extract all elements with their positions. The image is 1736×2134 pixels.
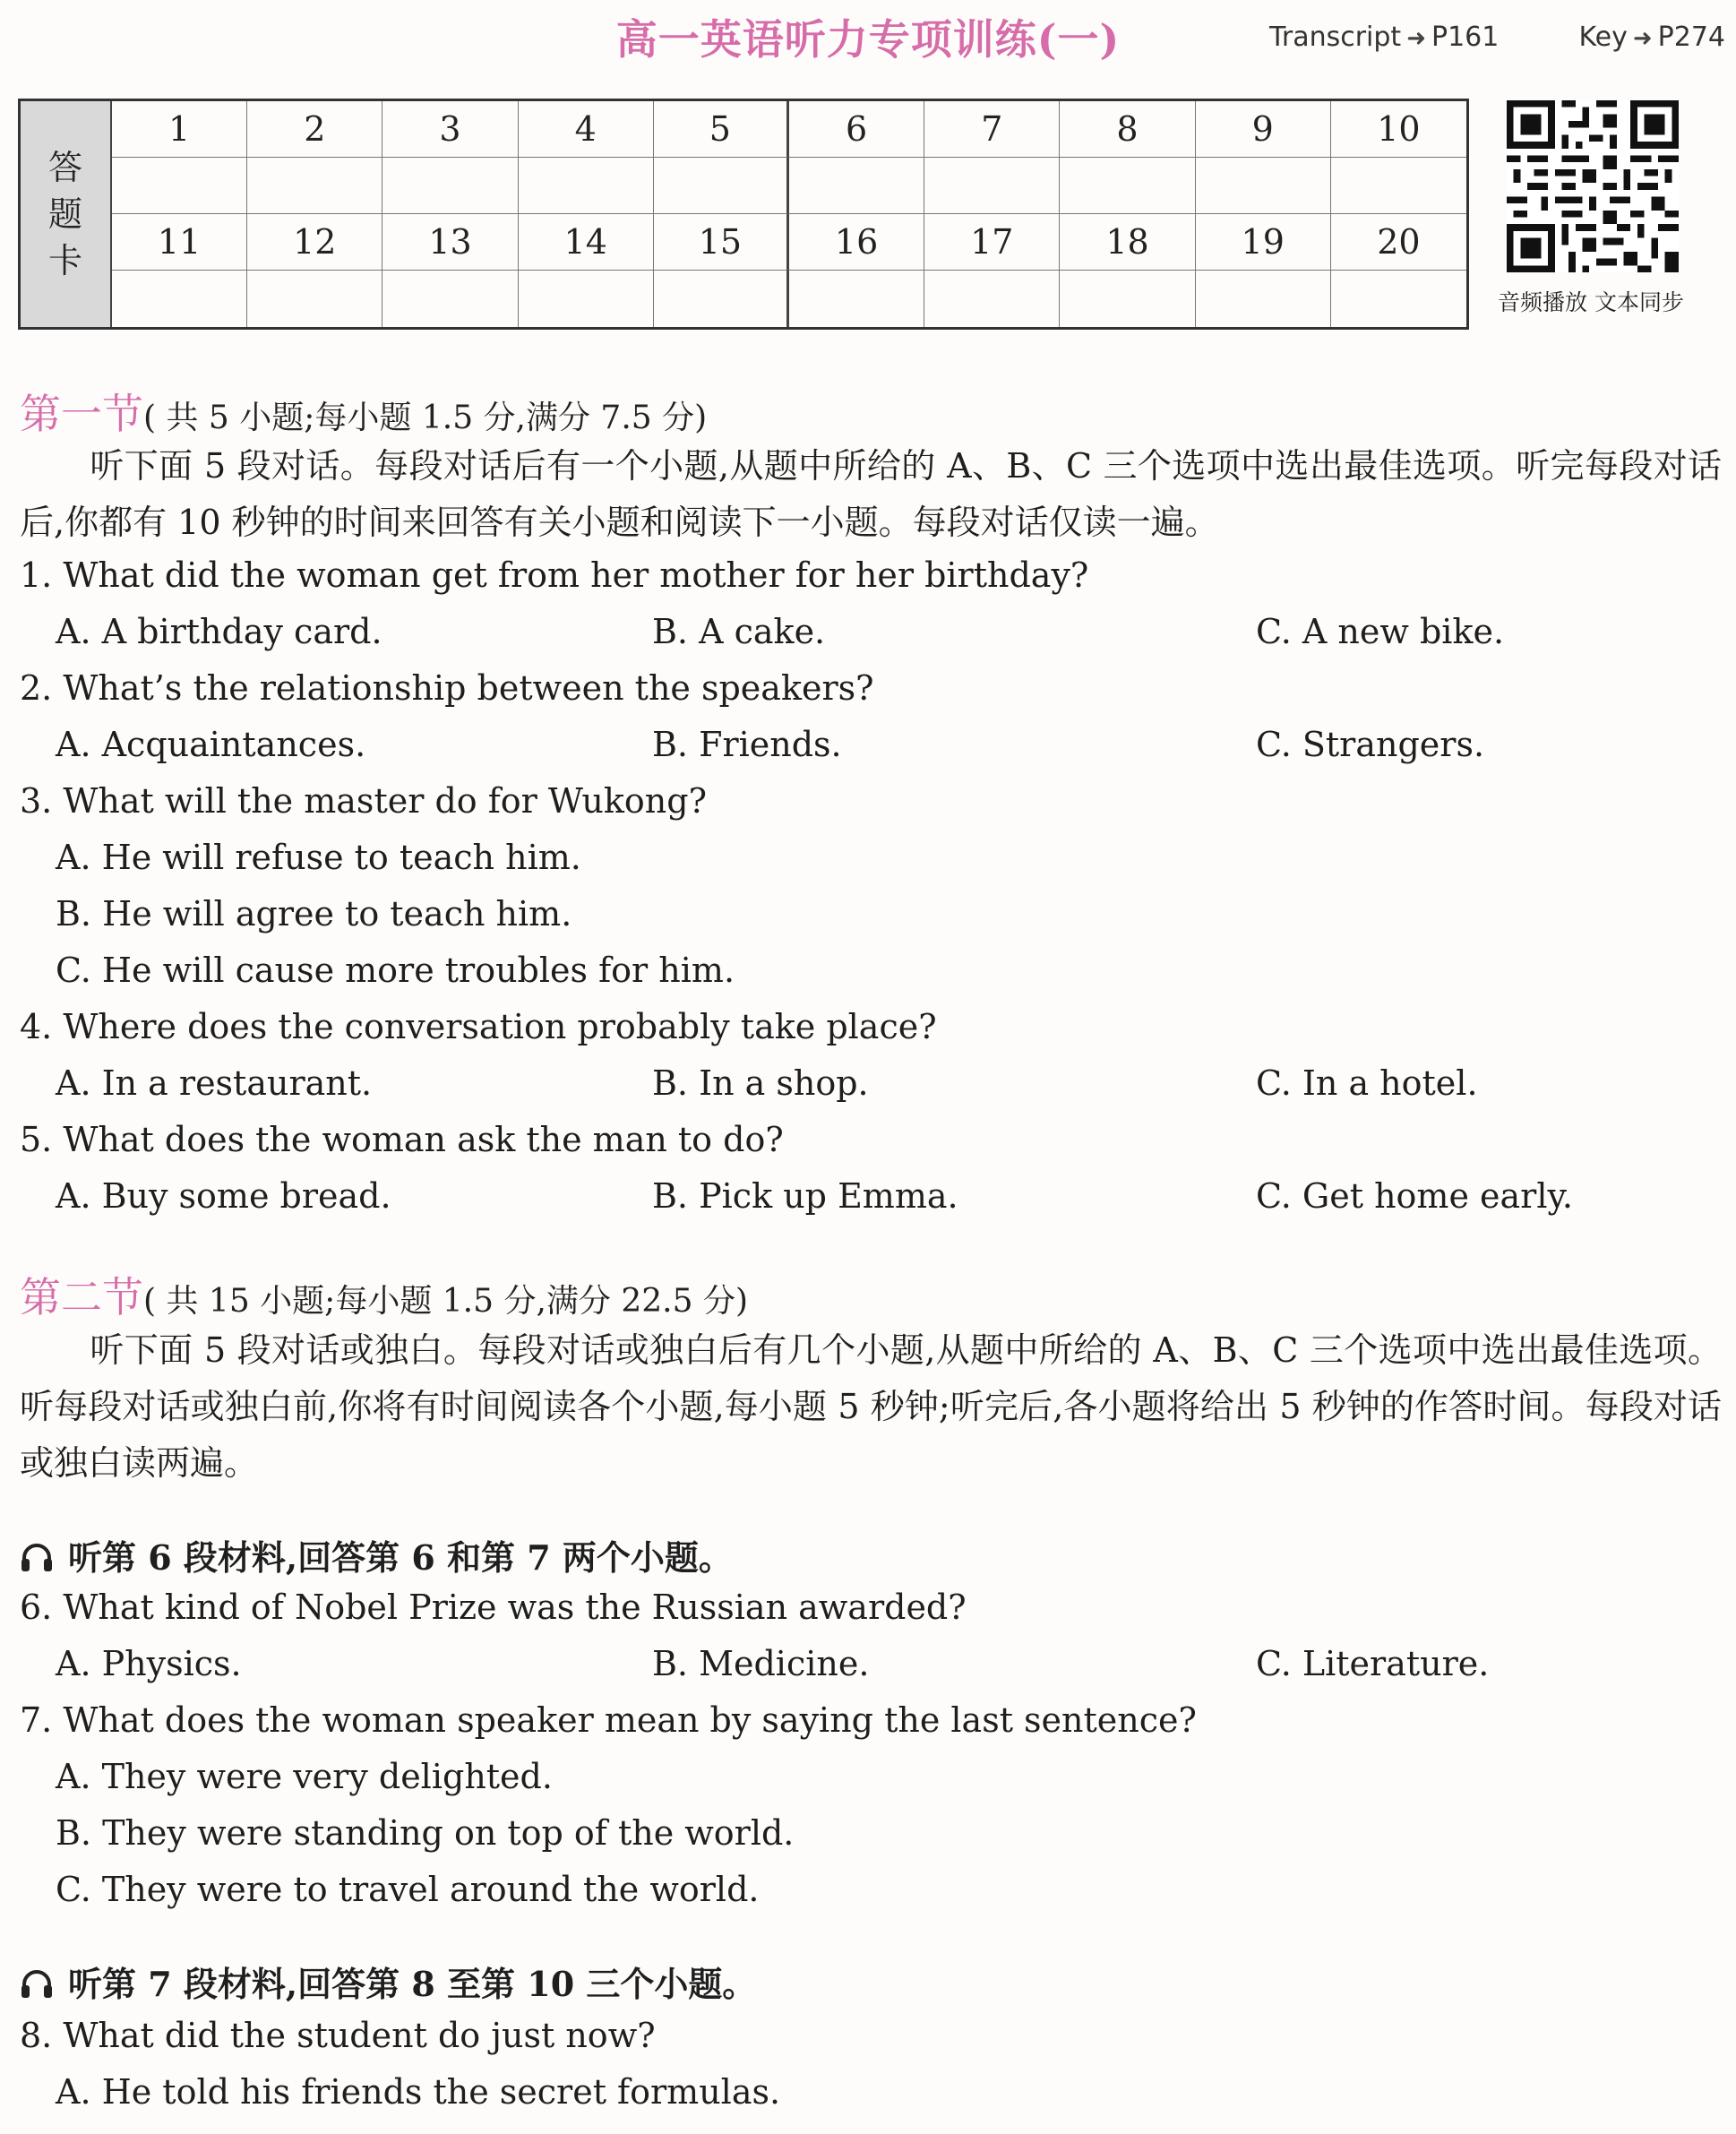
answer-box[interactable] xyxy=(924,158,1060,214)
question-number: 2 xyxy=(247,101,382,158)
answer-box[interactable] xyxy=(247,158,382,214)
section-2-instructions: 听下面 5 段对话或独白。每段对话或独白后有几个小题,从题中所给的 A、B、C 三个选项中选出最佳选项。听每段对话或独白前,你将有时间阅读各个小题,每小题 5 秒钟;听完后,各小题将给出 5 秒钟的作答时间。每段对话或独白读两遍。 xyxy=(20,1330,1722,1483)
section-1-instructions: 听下面 5 段对话。每段对话后有一个小题,从题中所给的 A、B、C 三个选项中选出最佳选项。听完每段对话后,你都有 10 秒钟的时间来回答有关小题和阅读下一小题。每段对话仅读一遍。 xyxy=(20,446,1722,542)
page-references xyxy=(1269,22,1725,53)
option-c[interactable]: C. A new bike. xyxy=(1256,612,1505,651)
option-b[interactable]: B. A cake. xyxy=(652,612,826,651)
answer-card xyxy=(18,99,1469,330)
option-b[interactable]: B. Medicine. xyxy=(652,1644,870,1683)
answer-box[interactable] xyxy=(1331,271,1466,327)
answer-box[interactable] xyxy=(654,158,789,214)
section-2-title: 第二节 xyxy=(20,1273,143,1321)
section-2-note: ( 共 15 小题;每小题 1.5 分,满分 22.5 分) xyxy=(143,1283,748,1320)
question-6-stem: 6. What kind of Nobel Prize was the Russian awarded? xyxy=(20,1588,967,1627)
option-a[interactable]: A. Acquaintances. xyxy=(56,725,366,764)
transcript-label: Transcript xyxy=(1268,22,1402,53)
question-number: 16 xyxy=(789,214,924,271)
answer-box[interactable] xyxy=(1196,158,1331,214)
option-b[interactable]: B. He will agree to teach him. xyxy=(56,894,572,934)
question-8-stem: 8. What did the student do just now? xyxy=(20,2016,656,2055)
answer-box[interactable] xyxy=(519,158,654,214)
option-a[interactable]: A. He will refuse to teach him. xyxy=(56,838,581,877)
question-number: 19 xyxy=(1196,214,1331,271)
option-a[interactable]: A. A birthday card. xyxy=(56,612,382,651)
answer-grid xyxy=(112,101,1466,327)
headphones-icon xyxy=(20,1967,54,2000)
question-number: 7 xyxy=(924,101,1060,158)
option-c[interactable]: C. Literature. xyxy=(1256,1644,1490,1683)
question-number: 12 xyxy=(247,214,382,271)
question-number: 8 xyxy=(1060,101,1195,158)
answer-box[interactable] xyxy=(1196,271,1331,327)
answer-box[interactable] xyxy=(112,271,247,327)
transcript-page: P161 xyxy=(1431,22,1500,53)
answer-box[interactable] xyxy=(1060,271,1195,327)
material-6-heading: 听第 6 段材料,回答第 6 和第 7 两个小题。 xyxy=(20,1530,733,1579)
answer-box[interactable] xyxy=(654,271,789,327)
question-number: 3 xyxy=(382,101,518,158)
answer-box[interactable] xyxy=(1060,158,1195,214)
option-a[interactable]: A. In a restaurant. xyxy=(56,1063,373,1103)
answer-box[interactable] xyxy=(789,271,924,327)
headphones-icon xyxy=(20,1541,54,1573)
answer-box[interactable] xyxy=(924,271,1060,327)
arrow-right-icon: ➜ xyxy=(1406,25,1426,52)
option-b[interactable]: B. Pick up Emma. xyxy=(652,1176,958,1216)
question-5-stem: 5. What does the woman ask the man to do? xyxy=(20,1120,784,1159)
qr-code-icon[interactable] xyxy=(1507,100,1679,272)
option-b[interactable]: B. Friends. xyxy=(652,725,842,764)
option-b[interactable]: B. They were standing on top of the world. xyxy=(56,1813,795,1853)
option-c[interactable]: C. They were to travel around the world. xyxy=(56,1870,760,1909)
answer-box[interactable] xyxy=(519,271,654,327)
question-number: 9 xyxy=(1196,101,1331,158)
answer-box[interactable] xyxy=(247,271,382,327)
qr-caption: 音频播放 文本同步 xyxy=(1498,289,1684,315)
question-number: 6 xyxy=(789,101,924,158)
arrow-right-icon: ➜ xyxy=(1632,25,1653,52)
answer-box[interactable] xyxy=(382,271,518,327)
page-title: 高一英语听力专项训练(一) xyxy=(615,15,1121,64)
question-number: 18 xyxy=(1060,214,1195,271)
question-1-stem: 1. What did the woman get from her mother for her birthday? xyxy=(20,555,1089,595)
option-c[interactable]: C. Strangers. xyxy=(1256,725,1485,764)
answer-box[interactable] xyxy=(112,158,247,214)
option-c[interactable]: C. In a hotel. xyxy=(1256,1063,1478,1103)
question-7-stem: 7. What does the woman speaker mean by saying the last sentence? xyxy=(20,1700,1197,1740)
key-label: Key xyxy=(1578,22,1628,53)
question-4-stem: 4. Where does the conversation probably take place? xyxy=(20,1007,937,1046)
question-3-stem: 3. What will the master do for Wukong? xyxy=(20,781,707,821)
question-number: 15 xyxy=(654,214,789,271)
option-c[interactable]: C. Get home early. xyxy=(1256,1176,1573,1216)
option-c[interactable]: C. He will cause more troubles for him. xyxy=(56,951,735,990)
question-number: 20 xyxy=(1331,214,1466,271)
option-a[interactable]: A. They were very delighted. xyxy=(56,1757,553,1796)
question-number: 5 xyxy=(654,101,789,158)
question-number: 10 xyxy=(1331,101,1466,158)
answer-box[interactable] xyxy=(1331,158,1466,214)
option-a[interactable]: A. He told his friends the secret formulas. xyxy=(56,2072,781,2112)
key-page: P274 xyxy=(1657,22,1725,53)
question-2-stem: 2. What’s the relationship between the speakers? xyxy=(20,668,874,708)
question-number: 1 xyxy=(112,101,247,158)
answer-box[interactable] xyxy=(789,158,924,214)
question-number: 14 xyxy=(519,214,654,271)
question-number: 17 xyxy=(924,214,1060,271)
question-number: 11 xyxy=(112,214,247,271)
option-b[interactable]: B. In a shop. xyxy=(652,1063,869,1103)
option-a[interactable]: A. Physics. xyxy=(56,1644,242,1683)
answer-card-label: 答 题 卡 xyxy=(21,101,112,327)
option-a[interactable]: A. Buy some bread. xyxy=(56,1176,391,1216)
section-1-note: ( 共 5 小题;每小题 1.5 分,满分 7.5 分) xyxy=(143,400,708,436)
question-number: 4 xyxy=(519,101,654,158)
answer-box[interactable] xyxy=(382,158,518,214)
section-1-heading xyxy=(20,382,707,441)
section-1-title: 第一节 xyxy=(20,390,143,438)
section-2-heading xyxy=(20,1265,748,1324)
material-7-heading: 听第 7 段材料,回答第 8 至第 10 三个小题。 xyxy=(20,1957,756,2006)
question-number: 13 xyxy=(382,214,518,271)
